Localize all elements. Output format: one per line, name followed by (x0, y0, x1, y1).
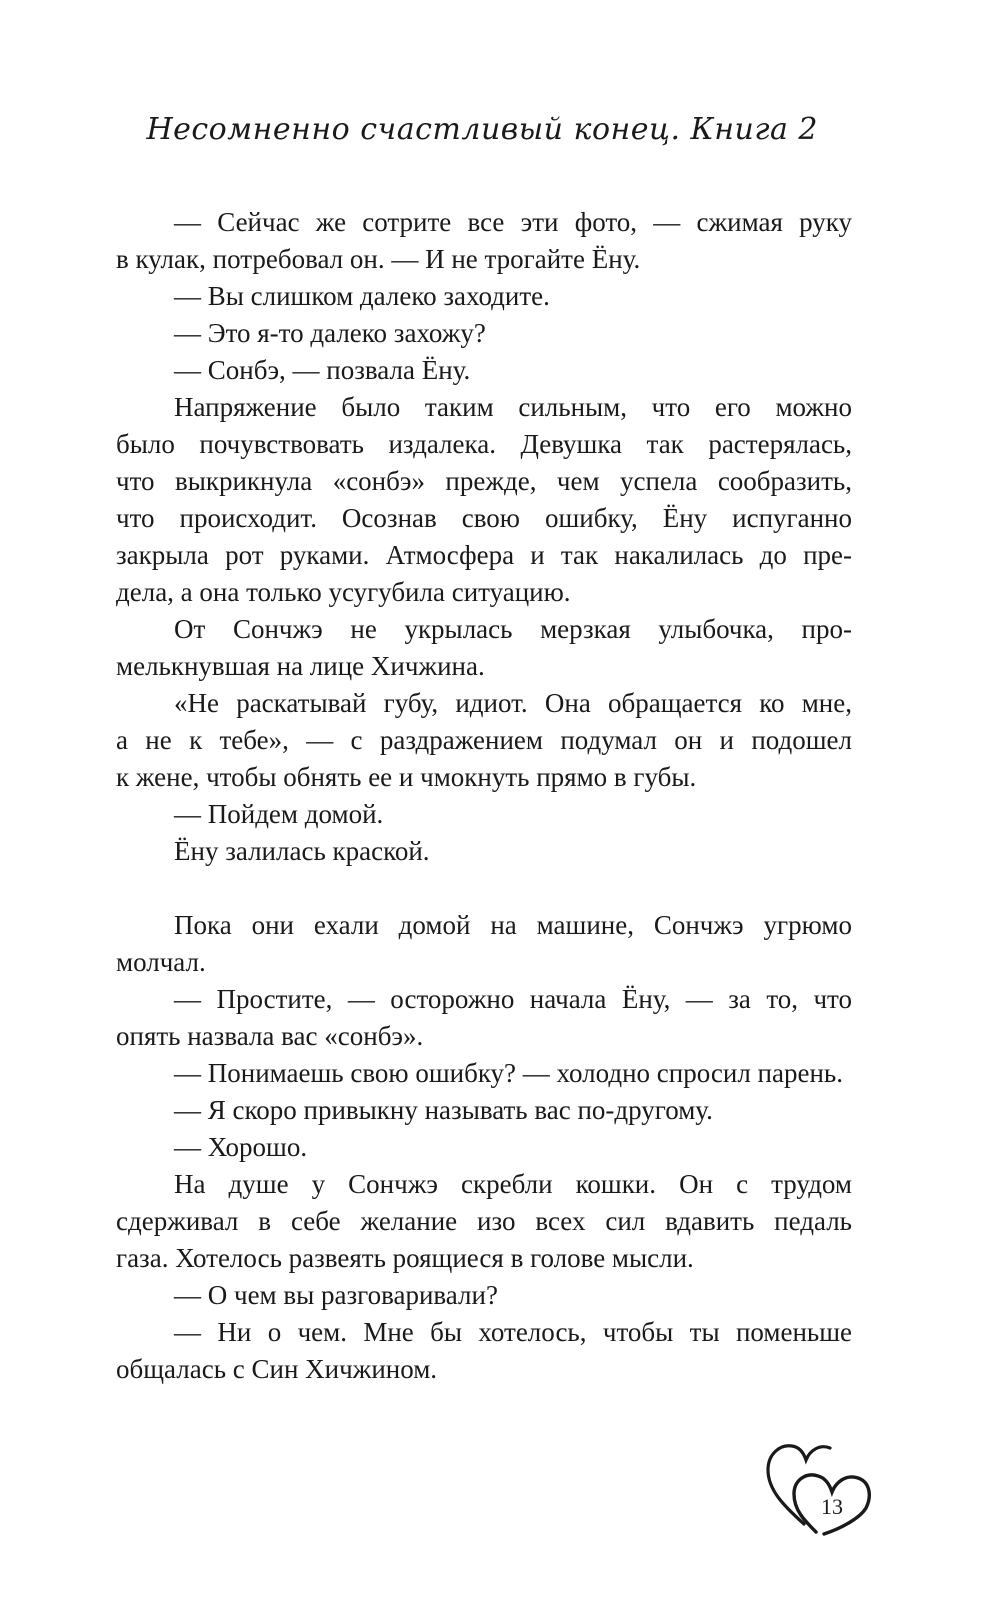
text-line: в кулак, потребовал он. — И не трогайте Ёну. (116, 244, 641, 274)
text-line: закрыла рот руками. Атмосфера и так накалилась до пре- (116, 540, 852, 570)
paragraph (116, 1055, 852, 1092)
running-header: Несомненно счастливый конец. Книга 2 (146, 112, 818, 147)
paragraph (116, 1314, 852, 1388)
paragraph (116, 278, 852, 315)
text-line: Пока они ехали домой на машине, Сончжэ угрюмо (174, 910, 852, 940)
paragraph (116, 1129, 852, 1166)
text-line: — Сонбэ, — позвала Ёну. (174, 355, 471, 385)
paragraph (116, 1277, 852, 1314)
text-line: — Это я-то далеко захожу? (174, 318, 486, 348)
body-text (116, 204, 852, 1388)
text-line: — Хорошо. (174, 1132, 308, 1162)
text-line: опять назвала вас «сонбэ». (116, 1021, 424, 1051)
text-line: Напряжение было таким сильным, что его можно (174, 392, 852, 422)
scene-break (116, 870, 852, 907)
text-line: — Я скоро привыкну называть вас по-другому. (174, 1095, 713, 1125)
text-line: газа. Хотелось развеять роящиеся в голове мысли. (116, 1243, 694, 1273)
text-line: Ёну залилась краской. (174, 836, 430, 866)
paragraph (116, 685, 852, 796)
text-line: — Простите, — осторожно начала Ёну, — за то, что (174, 984, 852, 1014)
text-line: — Сейчас же сотрите все эти фото, — сжимая руку (174, 207, 852, 237)
text-line: От Сончжэ не укрылась мерзкая улыбочка, про- (174, 614, 852, 644)
paragraph (116, 1092, 852, 1129)
paragraph (116, 907, 852, 981)
paragraph (116, 981, 852, 1055)
text-line: «Не раскатывай губу, идиот. Она обращается ко мне, (174, 688, 852, 718)
text-line: мелькнувшая на лице Хичжина. (116, 651, 485, 681)
text-line: сдерживал в себе желание изо всех сил вдавить педаль (116, 1206, 852, 1236)
text-line: общалась с Син Хичжином. (116, 1354, 438, 1384)
paragraph (116, 611, 852, 685)
text-line: — Понимаешь свою ошибку? — холодно спросил парень. (174, 1058, 843, 1088)
text-line: дела, а она только усугубила ситуацию. (116, 577, 571, 607)
text-line: что выкрикнула «сонбэ» прежде, чем успела сообразить, (116, 466, 852, 496)
paragraph (116, 833, 852, 870)
paragraph (116, 204, 852, 278)
text-line: — Вы слишком далеко заходите. (174, 281, 550, 311)
text-line: было почувствовать издалека. Девушка так растерялась, (116, 429, 852, 459)
text-line: — Пойдем домой. (174, 799, 384, 829)
paragraph (116, 315, 852, 352)
text-line: — Ни о чем. Мне бы хотелось, чтобы ты поменьше (174, 1317, 852, 1347)
text-line: — О чем вы разговаривали? (174, 1280, 498, 1310)
text-line: что происходит. Осознав свою ошибку, Ёну испуганно (116, 503, 852, 533)
text-line: а не к тебе», — с раздражением подумал он и подошел (116, 725, 852, 755)
paragraph (116, 1166, 852, 1277)
paragraph (116, 796, 852, 833)
text-line: молчал. (116, 947, 206, 977)
paragraph (116, 352, 852, 389)
paragraph (116, 389, 852, 611)
text-line: к жене, чтобы обнять ее и чмокнуть прямо в губы. (116, 762, 697, 792)
text-line: На душе у Сончжэ скребли кошки. Он с трудом (174, 1169, 852, 1199)
double-heart-icon (764, 1440, 874, 1536)
page-number: 13 (821, 1494, 843, 1519)
